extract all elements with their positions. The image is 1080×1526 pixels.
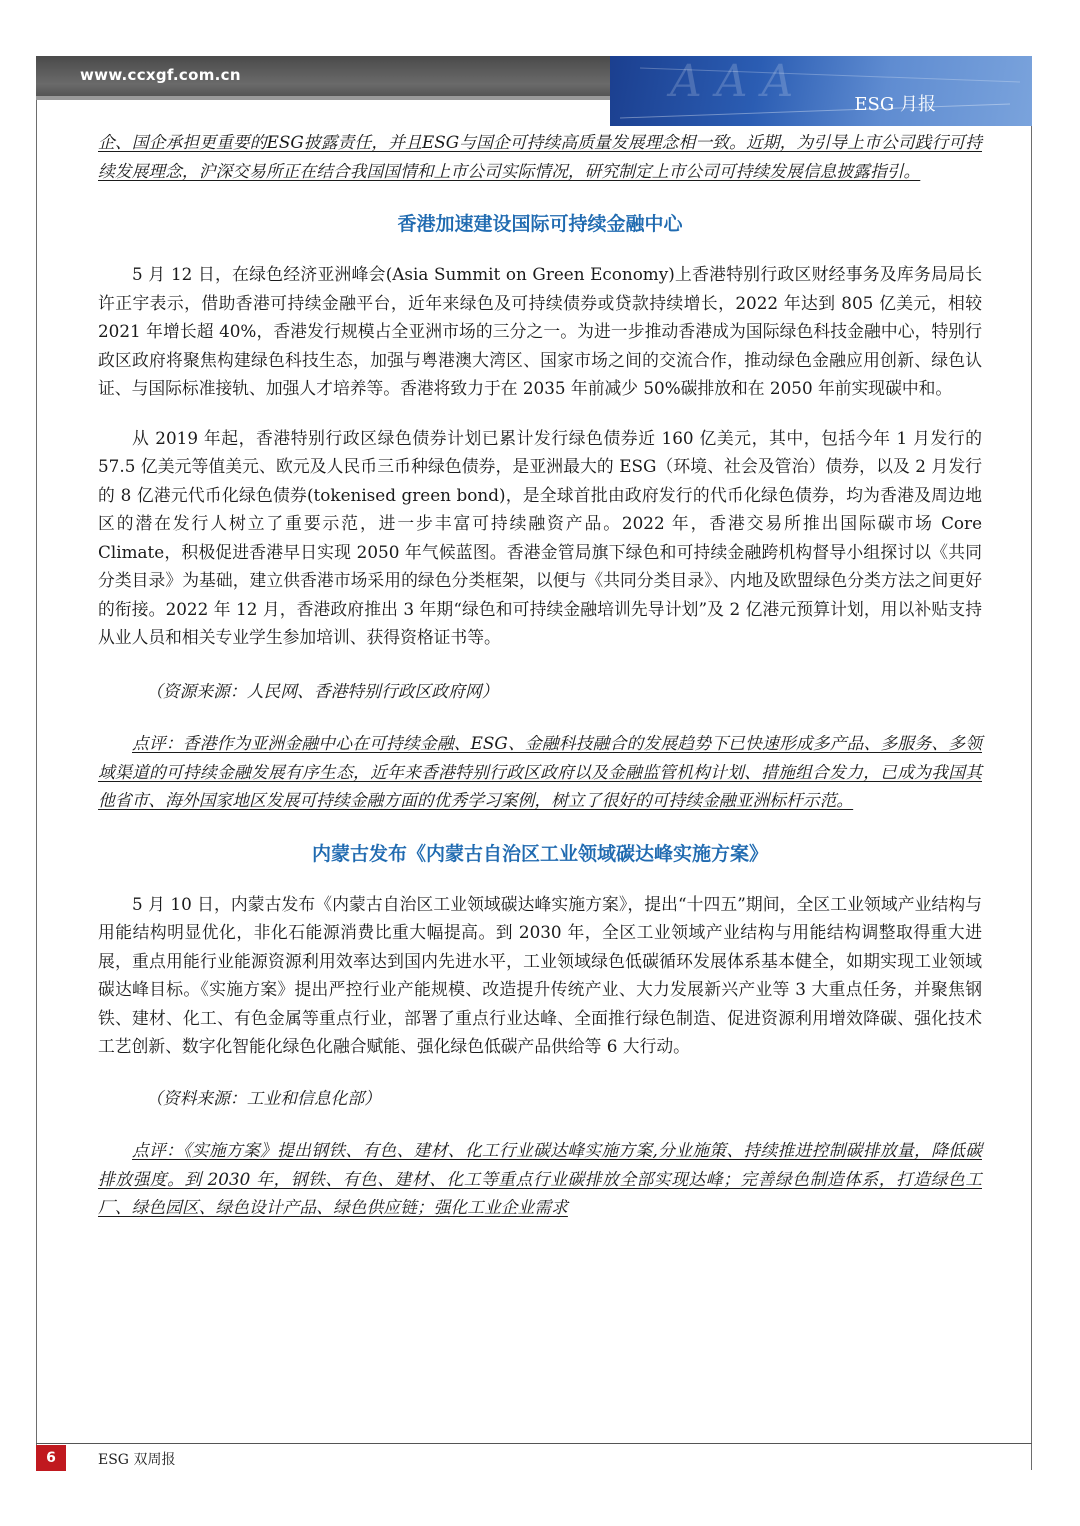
nmg-source: （资料来源：工业和信息化部） <box>146 1087 381 1108</box>
hk-paragraph-1: 5 月 12 日，在绿色经济亚洲峰会(Asia Summit on Green Economy)上香港特别行政区财经事务及库务局局长许正宇表示，借助香港可持续金融平台，近年来绿色及可持续债券或贷款持续增长，2022 年达到 805 亿美元，相较 2021 年增长超 40%，香港发行规模占全亚洲市场的三分之一。为进一步推动香港成为国际绿色科技金融中心，特别行政区政府将聚焦构建绿色科技生态，加强与粤港澳大湾区、国家市场之间的交流合作，推动绿色金融应用创新、绿色认证、与国际标准接轨、加强人才培养等。香港将致力于在 2035 年前减少 50%碳排放和在 2050 年前实现碳中和。 <box>98 264 982 398</box>
page-header <box>36 56 1032 126</box>
nmg-comment: 点评：《实施方案》提出钢铁、有色、建材、化工行业碳达峰实施方案,分业施策、持续推进控制碳排放量，降低碳排放强度。到 2030 年，钢铁、有色、建材、化工等重点行业碳排放全部实现达峰；完善绿色制造体系，打造绿色工厂、绿色园区、绿色设计产品、绿色供应链；强化工业企业需求 <box>98 1140 982 1217</box>
header-banner <box>610 56 1032 126</box>
hk-comment: 点评：香港作为亚洲金融中心在可持续金融、ESG、金融科技融合的发展趋势下已快速形成多产品、多服务、多领域渠道的可持续金融发展有序生态，近年来香港特别行政区政府以及金融监管机构计划、措施组合发力，已成为我国其他省市、海外国家地区发展可持续金融方面的优秀学习案例，树立了很好的可持续金融亚洲标杆示范。 <box>98 733 982 810</box>
main-content <box>98 128 982 1222</box>
header-title: ESG 月报 <box>854 94 936 115</box>
page-number: 6 <box>36 1445 66 1471</box>
footer-divider <box>36 1443 1032 1444</box>
header-stripe <box>36 96 616 100</box>
header-grey-bar <box>36 56 616 96</box>
footer-title: ESG 双周报 <box>98 1452 176 1468</box>
banner-decoration <box>610 56 1032 126</box>
banner-letters: A A A <box>670 56 794 107</box>
hk-paragraph-2: 从 2019 年起，香港特别行政区绿色债券计划已累计发行绿色债券近 160 亿美元，其中，包括今年 1 月发行的 57.5 亿美元等值美元、欧元及人民币三币种绿色债券，是亚洲最大的 ESG（环境、社会及管治）债券，以及 2 月发行的 8 亿港元代币化绿色债券(tokenised green bond)，是全球首批由政府发行的代币化绿色债券，均为香港及周边地区的潜在发行人树立了重要示范，进一步丰富可持续融资产品。2022 年，香港交易所推出国际碳市场 Core Climate，积极促进香港早日实现 2050 年气候蓝图。香港金管局旗下绿色和可持续金融跨机构督导小组探讨以《共同分类目录》为基础，建立供香港市场采用的绿色分类框架，以便与《共同分类目录》、内地及欧盟绿色分类方法之间更好的衔接。2022 年 12 月，香港政府推出 3 年期“绿色和可持续金融培训先导计划”及 2 亿港元预算计划，用以补贴支持从业人员和相关专业学生参加培训、获得资格证书等。 <box>98 427 982 647</box>
header-url: www.ccxgf.com.cn <box>80 66 241 84</box>
intro-comment: 企、国企承担更重要的ESG披露责任，并且ESG与国企可持续高质量发展理念相一致。近期，为引导上市公司践行可持续发展理念，沪深交易所正在结合我国国情和上市公司实际情况，研究制定上市公司可持续发展信息披露指引。 <box>98 132 982 181</box>
hk-source: （资源来源：人民网、香港特别行政区政府网） <box>146 680 499 701</box>
nmg-paragraph-1: 5 月 10 日，内蒙古发布《内蒙古自治区工业领域碳达峰实施方案》，提出“十四五”期间，全区工业领域产业结构与用能结构明显优化，非化石能源消费比重大幅提高。到 2030 年，全区工业领域产业结构与用能结构调整取得重大进展，重点用能行业能源资源利用效率达到国内先进水平，工业领域绿色低碳循环发展体系基本健全，如期实现工业领域碳达峰目标。《实施方案》提出严控行业产能规模、改造提升传统产业、大力发展新兴产业等 3 大重点任务，并聚焦钢铁、建材、化工、有色金属等重点行业，部署了重点行业达峰、全面推行绿色制造、促进资源利用增效降碳、强化技术工艺创新、数字化智能化绿色化融合赋能、强化绿色低碳产品供给等 6 大行动。 <box>98 893 982 1056</box>
hk-heading: 香港加速建设国际可持续金融中心 <box>397 213 683 235</box>
nmg-heading: 内蒙古发布《内蒙古自治区工业领域碳达峰实施方案》 <box>311 842 768 865</box>
